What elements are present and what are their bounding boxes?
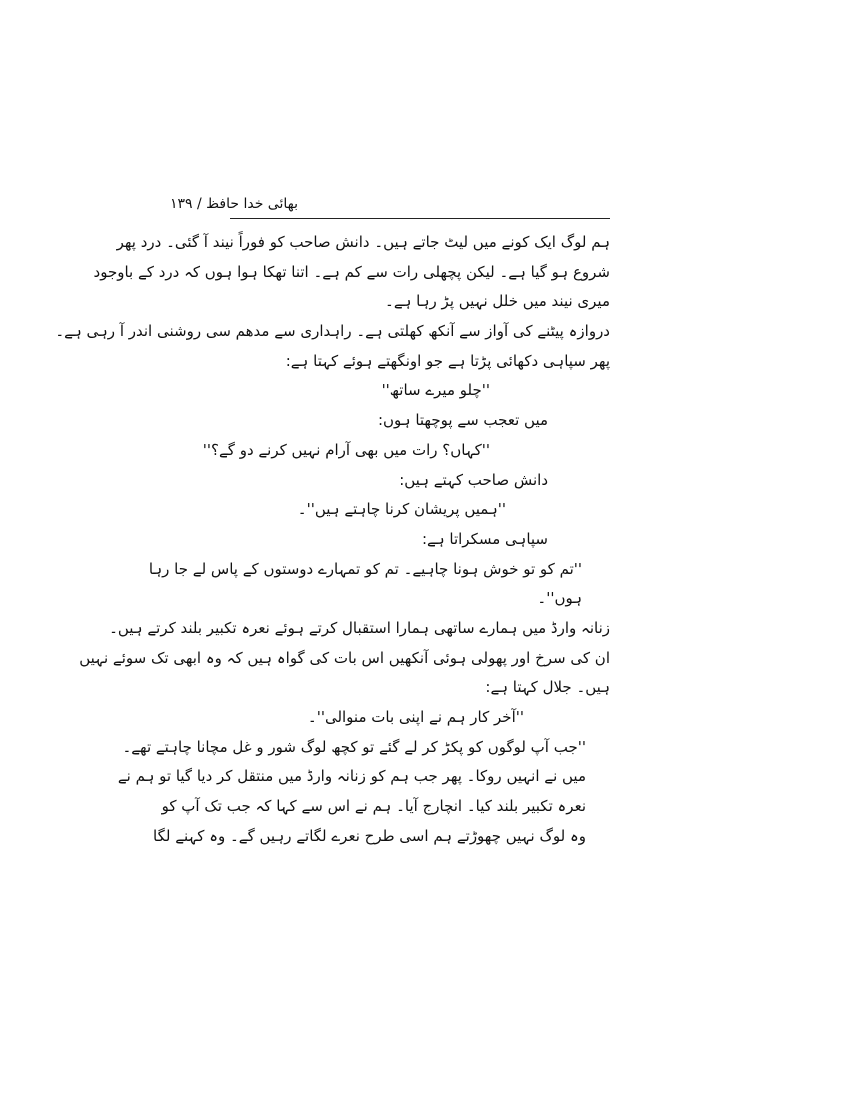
text-line: سپاہی مسکراتا ہے: <box>421 529 548 548</box>
body-text <box>55 228 610 851</box>
page-header <box>169 192 610 219</box>
text-line: ہم لوگ ایک کونے میں لیٹ جاتے ہیں۔ دانش صاحب کو فوراً نیند آ گئی۔ درد پھر <box>116 233 610 251</box>
running-title: بھائی خدا حافظ / ۱۳۹ <box>169 196 298 212</box>
text-line: شروع ہو گیا ہے۔ لیکن پچھلی رات سے کم ہے۔ اتنا تھکا ہوا ہوں کہ درد کے باوجود <box>93 262 610 281</box>
text-line: زنانہ وارڈ میں ہمارے ساتھی ہمارا استقبال کرتے ہوئے نعرہ تکبیر بلند کرتے ہیں۔ <box>109 618 610 637</box>
text-line: ''کہاں؟ رات میں بھی آرام نہیں کرنے دو گے؟'' <box>202 440 490 459</box>
text-line: ''ہمیں پریشان کرنا چاہتے ہیں''۔ <box>297 500 506 519</box>
text-line: میں تعجب سے پوچھتا ہوں: <box>377 411 548 430</box>
text-line: ان کی سرخ اور پھولی ہوئی آنکھیں اس بات کی گواہ ہیں کہ وہ ابھی تک سوئے نہیں <box>79 648 610 667</box>
text-line: ''تم کو تو خوش ہونا چاہیے۔ تم کو تمہارے دوستوں کے پاس لے جا رہا <box>148 559 582 578</box>
text-line: ''جب آپ لوگوں کو پکڑ کر لے گئے تو کچھ لوگ شور و غل مچانا چاہتے تھے۔ <box>122 737 586 756</box>
text-line: دانش صاحب کہتے ہیں: <box>399 470 548 489</box>
text-line: ہوں''۔ <box>537 589 582 608</box>
text-line: میری نیند میں خلل نہیں پڑ رہا ہے۔ <box>385 292 610 311</box>
text-line: ''چلو میرے ساتھ'' <box>381 381 490 400</box>
text-line: دروازہ پیٹنے کی آواز سے آنکھ کھلتی ہے۔ راہداری سے مدھم سی روشنی اندر آ رہی ہے۔ <box>55 322 610 341</box>
text-line: نعرہ تکبیر بلند کیا۔ انچارج آیا۔ ہم نے اس سے کہا کہ جب تک آپ کو <box>161 797 586 816</box>
text-line: وہ لوگ نہیں چھوڑتے ہم اسی طرح نعرے لگاتے رہیں گے۔ وہ کہنے لگا <box>153 826 586 845</box>
text-line: میں نے انہیں روکا۔ پھر جب ہم کو زنانہ وارڈ میں منتقل کر دیا گیا تو ہم نے <box>117 767 586 786</box>
text-line: ہیں۔ جلال کہتا ہے: <box>485 678 610 697</box>
text-line: پھر سپاہی دکھائی پڑتا ہے جو اونگھتے ہوئے کہتا ہے: <box>285 351 610 370</box>
text-line: ''آخر کار ہم نے اپنی بات منوالی''۔ <box>307 708 524 726</box>
